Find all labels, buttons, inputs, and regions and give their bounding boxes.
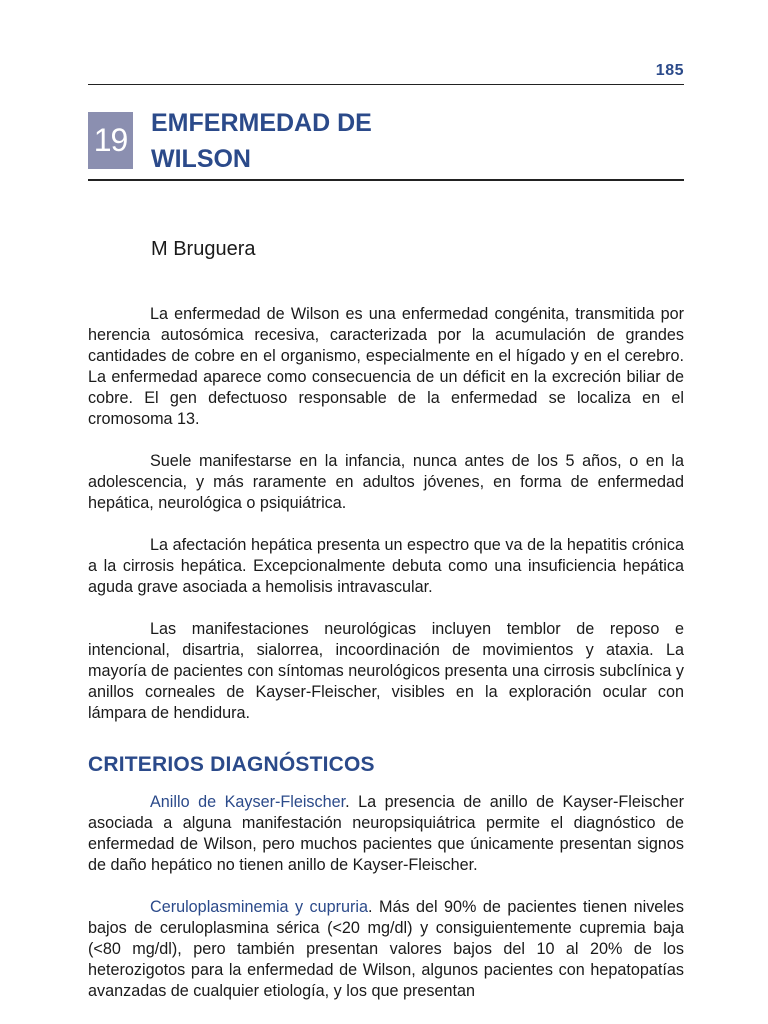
paragraph-intro: La enfermedad de Wilson es una enfermedad congénita, transmitida por herencia autosómica recesiva, caracterizada por la acumulación de grandes cantidades de cobre en el organismo, especialmente en el hígado y en el cerebro. La enfermedad aparece como consecuencia de un déficit en la excreción biliar de cobre. El gen defectuoso responsable de la enfermedad se localiza en el cromosoma 13. (88, 305, 684, 428)
paragraph-kayser-fleischer (88, 792, 684, 876)
paragraph-ceruloplasmin (88, 897, 684, 1002)
paragraph-hepatic: La afectación hepática presenta un espectro que va de la hepatitis crónica a la cirrosis hepática. Excepcionalmente debuta como una insuficiencia hepática aguda grave asociada a hemolisis intravascular. (88, 536, 684, 596)
term-ceruloplasmin: Ceruloplasminemia y cupruria (150, 898, 369, 916)
author-name: M Bruguera (151, 238, 256, 260)
chapter-title-line-1: EMFERMEDAD DE (151, 109, 372, 137)
paragraph-onset: Suele manifestarse en la infancia, nunca antes de los 5 años, o en la adolescencia, y más raramente en adultos jóvenes, en forma de enfermedad hepática, neurológica o psiquiátrica. (88, 452, 684, 512)
chapter-title-line-2: WILSON (151, 145, 251, 173)
body-text (88, 304, 684, 1023)
header-rule (88, 84, 684, 85)
section-heading: CRITERIOS DIAGNÓSTICOS (88, 753, 375, 776)
text-kayser-fleischer: . La presencia de anillo de Kayser-Fleischer asociada a alguna manifestación neuropsiquiátrica permite el diagnóstico de enfermedad de Wilson, pero muchos pacientes que únicamente presentan signos de daño hepático no tienen anillo de Kayser-Fleischer. (88, 793, 684, 874)
paragraph-neurologic: Las manifestaciones neurológicas incluyen temblor de reposo e intencional, disartria, sialorrea, incoordinación de movimientos y ataxia. La mayoría de pacientes con síntomas neurológicos presenta una cirrosis subclínica y anillos corneales de Kayser-Fleischer, visibles en la exploración ocular con lámpara de hendidura. (88, 620, 684, 722)
text-ceruloplasmin: . Más del 90% de pacientes tienen niveles bajos de ceruloplasmina sérica (<20 mg/dl) y consiguientemente cupremia baja (<80 mg/dl), pero también presentan valores bajos del 10 al 20% de los heterozigotos para la enfermedad de Wilson, algunos pacientes con hepatopatías avanzadas de cualquier etiología, y los que presentan (88, 898, 684, 1000)
chapter-number-badge: 19 (88, 112, 133, 169)
title-rule (88, 179, 684, 181)
page-number: 185 (655, 62, 684, 79)
chapter-title (151, 105, 551, 177)
term-kayser-fleischer: Anillo de Kayser-Fleischer (150, 793, 346, 811)
